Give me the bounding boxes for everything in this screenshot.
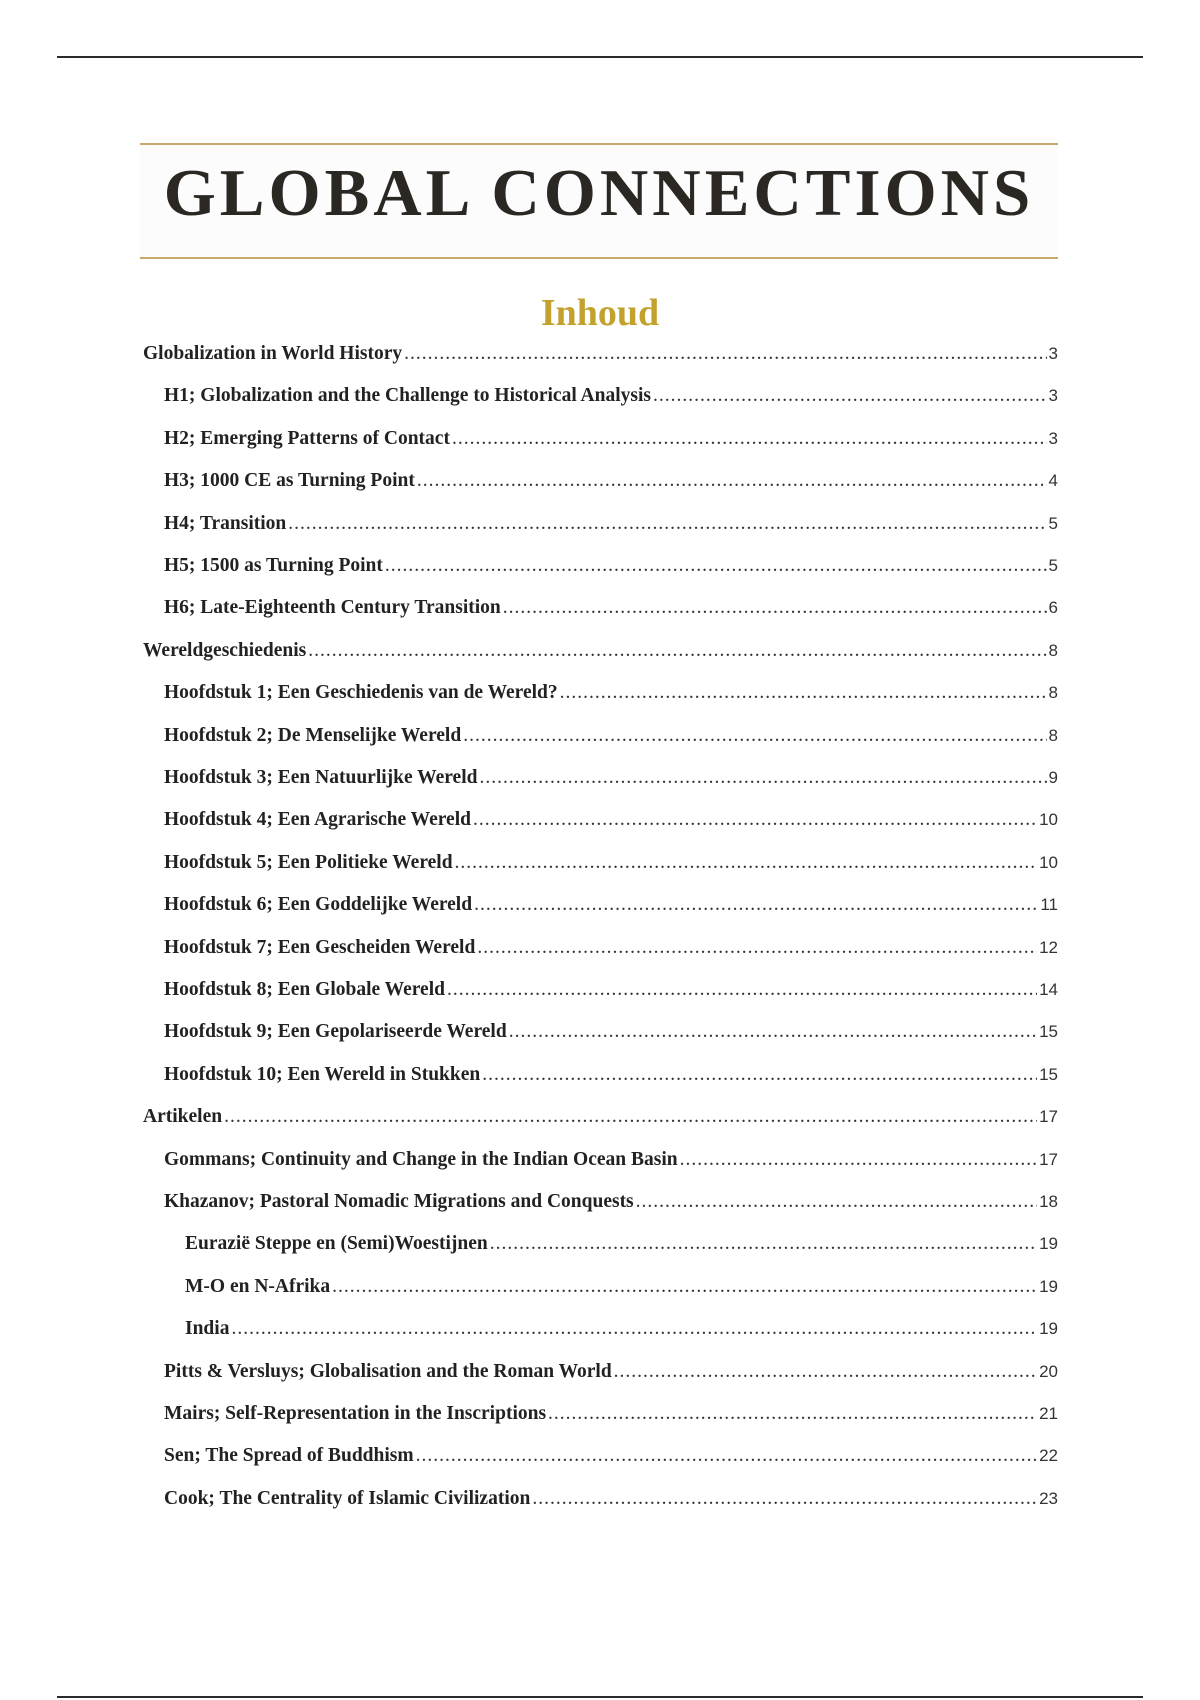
toc-leader-dots	[614, 1358, 1037, 1386]
toc-entry-title: Hoofdstuk 1; Een Geschiedenis van de Wereld?	[164, 682, 558, 704]
toc-entry-title: Cook; The Centrality of Islamic Civilization	[164, 1487, 531, 1509]
toc-leader-dots	[332, 1273, 1037, 1301]
toc-entry[interactable]	[164, 1146, 1058, 1174]
toc-entry-title: H4; Transition	[164, 512, 287, 534]
toc-entry-title: Artikelen	[143, 1106, 223, 1128]
page-top-rule	[57, 56, 1143, 58]
toc-entry[interactable]	[164, 976, 1058, 1004]
toc-entry[interactable]	[164, 425, 1058, 453]
toc-entry-title: Hoofdstuk 4; Een Agrarische Wereld	[164, 809, 471, 831]
toc-entry[interactable]	[164, 1188, 1058, 1216]
toc-entry[interactable]	[164, 382, 1058, 410]
toc-entry[interactable]	[143, 1103, 1058, 1131]
toc-entry[interactable]	[164, 849, 1058, 877]
toc-entry-page: 5	[1048, 556, 1058, 575]
toc-entry[interactable]	[185, 1315, 1058, 1343]
toc-entry[interactable]	[185, 1230, 1058, 1258]
toc-leader-dots	[548, 1400, 1037, 1428]
title-banner	[140, 143, 1058, 259]
toc-entry-page: 3	[1048, 386, 1058, 406]
toc-entry[interactable]	[164, 764, 1058, 792]
toc-leader-dots	[636, 1188, 1037, 1216]
toc-entry[interactable]	[164, 510, 1058, 538]
toc-leader-dots	[404, 340, 1046, 368]
toc-leader-dots	[482, 1061, 1037, 1089]
toc-leader-dots	[447, 976, 1037, 1004]
toc-leader-dots	[455, 849, 1038, 877]
toc-entry[interactable]	[164, 594, 1058, 622]
toc-leader-dots	[473, 806, 1037, 834]
toc-entry-title: H6; Late-Eighteenth Century Transition	[164, 597, 501, 619]
toc-entry-title: H5; 1500 as Turning Point	[164, 555, 383, 576]
toc-leader-dots	[452, 425, 1047, 453]
toc-entry-page: 5	[1048, 513, 1058, 533]
toc-entry[interactable]	[164, 1061, 1058, 1089]
toc-entry[interactable]	[164, 806, 1058, 834]
toc-entry[interactable]	[164, 934, 1058, 962]
toc-entry-page: 6	[1048, 598, 1058, 618]
toc-entry[interactable]	[164, 1442, 1058, 1470]
toc-entry-page: 15	[1039, 1022, 1058, 1042]
toc-entry-page: 22	[1039, 1446, 1058, 1466]
toc-leader-dots	[532, 1485, 1037, 1513]
toc-leader-dots	[463, 722, 1046, 750]
toc-leader-dots	[417, 467, 1047, 495]
toc-entry-title: Hoofdstuk 2; De Menselijke Wereld	[164, 724, 462, 746]
toc-entry-page: 20	[1039, 1361, 1058, 1381]
toc-leader-dots	[680, 1146, 1037, 1174]
toc-leader-dots	[560, 679, 1047, 707]
toc-entry-title: M-O en N-Afrika	[185, 1275, 331, 1297]
toc-entry-title: Hoofdstuk 7; Een Gescheiden Wereld	[164, 936, 476, 958]
toc-entry[interactable]	[164, 1358, 1058, 1386]
toc-entry[interactable]	[143, 637, 1058, 665]
toc-entry-page: 15	[1039, 1064, 1058, 1084]
toc-leader-dots	[416, 1442, 1037, 1470]
toc-entry[interactable]	[164, 679, 1058, 707]
toc-entry-page: 12	[1039, 937, 1058, 957]
toc-entry[interactable]	[164, 891, 1058, 919]
toc-entry-page: 18	[1039, 1192, 1058, 1211]
toc-entry-title: Sen; The Spread of Buddhism	[164, 1445, 414, 1467]
toc-leader-dots	[224, 1103, 1037, 1131]
toc-entry-page: 17	[1039, 1149, 1058, 1169]
toc-entry[interactable]	[164, 467, 1058, 495]
toc-leader-dots	[231, 1315, 1037, 1343]
toc-entry-page: 19	[1039, 1234, 1058, 1254]
toc-entry-page: 8	[1048, 725, 1058, 745]
toc-entry-title: H3; 1000 CE as Turning Point	[164, 470, 415, 492]
toc-entry-page: 10	[1039, 852, 1058, 872]
toc-leader-dots	[385, 552, 1047, 580]
toc-leader-dots	[653, 382, 1047, 410]
toc-entry-page: 10	[1039, 810, 1058, 830]
toc-entry-title: Gommans; Continuity and Change in the Indian Ocean Basin	[164, 1148, 678, 1170]
toc-entry[interactable]	[164, 1400, 1058, 1428]
toc-entry[interactable]	[185, 1273, 1058, 1301]
toc-entry-title: Khazanov; Pastoral Nomadic Migrations and Conquests	[164, 1191, 634, 1212]
toc-heading: Inhoud	[540, 292, 660, 334]
toc-entry-title: Hoofdstuk 8; Een Globale Wereld	[164, 979, 445, 1000]
toc-entry-page: 9	[1048, 768, 1058, 787]
toc-entry-page: 3	[1048, 428, 1058, 448]
toc-entry[interactable]	[164, 1018, 1058, 1046]
toc-entry-title: Wereldgeschiedenis	[143, 639, 307, 661]
toc-entry-page: 8	[1048, 683, 1058, 703]
toc-entry-page: 19	[1039, 1276, 1058, 1296]
toc-entry-page: 11	[1040, 895, 1058, 915]
toc-leader-dots	[509, 1018, 1037, 1046]
toc-entry-title: Hoofdstuk 5; Een Politieke Wereld	[164, 851, 453, 873]
toc-entry-title: Eurazië Steppe en (Semi)Woestijnen	[185, 1233, 488, 1255]
toc-entry[interactable]	[164, 722, 1058, 750]
toc-entry-title: Hoofdstuk 10; Een Wereld in Stukken	[164, 1063, 481, 1085]
toc-entry-title: Pitts & Versluys; Globalisation and the Roman World	[164, 1360, 612, 1382]
toc-leader-dots	[479, 764, 1046, 792]
toc-entry-page: 14	[1039, 980, 1058, 999]
document-title: GLOBAL CONNECTIONS	[163, 156, 1035, 230]
toc-entry-title: Mairs; Self-Representation in the Inscriptions	[164, 1403, 547, 1424]
toc-entry-page: 19	[1039, 1319, 1058, 1339]
toc-entry[interactable]	[143, 340, 1058, 368]
page-bottom-rule	[57, 1696, 1143, 1698]
toc-entry-title: Hoofdstuk 6; Een Goddelijke Wereld	[164, 894, 473, 916]
toc-entry-title: Globalization in World History	[143, 343, 403, 364]
toc-entry-title: H2; Emerging Patterns of Contact	[164, 427, 450, 449]
toc-leader-dots	[308, 637, 1046, 665]
toc-entry[interactable]	[164, 552, 1058, 580]
toc-entry-page: 21	[1039, 1404, 1058, 1423]
toc-entry-title: Hoofdstuk 3; Een Natuurlijke Wereld	[164, 767, 478, 788]
toc-leader-dots	[474, 891, 1038, 919]
toc-entry-page: 8	[1048, 640, 1058, 660]
toc-entry-page: 17	[1039, 1107, 1058, 1127]
toc-leader-dots	[477, 934, 1037, 962]
toc-leader-dots	[503, 594, 1047, 622]
toc-entry-title: Hoofdstuk 9; Een Gepolariseerde Wereld	[164, 1021, 507, 1043]
toc-entry-page: 4	[1048, 471, 1058, 491]
toc-entry-page: 3	[1048, 344, 1058, 363]
toc-entry-title: H1; Globalization and the Challenge to Historical Analysis	[164, 385, 651, 407]
toc-leader-dots	[490, 1230, 1037, 1258]
toc-entry[interactable]	[164, 1485, 1058, 1513]
toc-entry-page: 23	[1039, 1488, 1058, 1508]
toc-entry-title: India	[185, 1318, 230, 1340]
toc-leader-dots	[288, 510, 1046, 538]
